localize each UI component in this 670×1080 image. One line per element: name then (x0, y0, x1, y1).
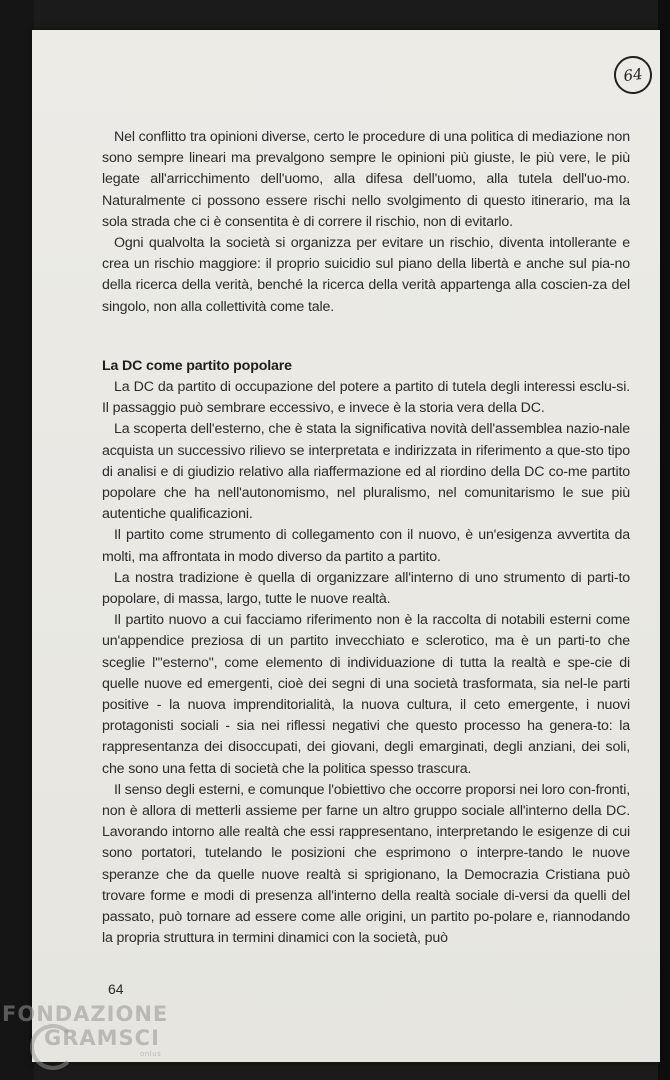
page-footer-number: 64 (108, 981, 124, 997)
paragraph: La scoperta dell'esterno, che è stata la significativa novità dell'assemblea nazio-nale acquista un successivo rilievo se interpretata e indirizzata in riferimento a que-sto tipo di analisi e di giudizio relativo alla riaffermazione ed al riordino della DC co-me partito popolare che ha nell'autonomismo, nel pluralismo, nel comunitarismo le sue più autentiche qualificazioni. (102, 421, 630, 523)
watermark-line3: onlus (140, 1050, 162, 1058)
paragraph: Il senso degli esterni, e comunque l'obiettivo che occorre proporsi nei loro con-fronti, non è allora di metterli assieme per farne un altro gruppo sociale all'interno della DC. Lavorando intorno alle realtà che essi rappresentano, interpretando le esigenze di cui sono portatori, tutelando le posizioni che esprimono o interpre-tando le nuove speranze che da quelle nuove realtà si sprigionano, la Democrazia Cristiana può trovare forme e modi di presenza all'interno della realtà sociale di-versi da quelli del passato, può tornare ad essere come alle origini, un partito po-polare e, riannodando la propria struttura in termini dinamici con la società, può (102, 781, 630, 947)
opening-text (102, 127, 630, 318)
paragraph: Ogni qualvolta la società si organizza per evitare un rischio, diventa intollerante e crea un rischio maggiore: il proprio suicidio sul piano della libertà e anche sul pia-no della ricerca della verità, benché la ricerca della verità appartenga alla coscien-za del singolo, non alla collettività come tale. (102, 235, 630, 315)
watermark-line1: FONDAZIONE (2, 1002, 169, 1026)
section-heading: La DC come partito popolare (102, 358, 292, 374)
paragraph: Il partito come strumento di collegamento con il nuovo, è un'esigenza avvertita da molti, ma affrontata in modo diverso da partito a partito. (102, 527, 630, 565)
document-page (32, 30, 660, 1062)
handwritten-page-number: 64 (612, 54, 655, 97)
paragraph: Nel conflitto tra opinioni diverse, certo le procedure di una politica di mediazione non sono sempre lineari ma prevalgono sempre le opinioni più giuste, le più vere, le più legate all'arricchimento dell'uomo, alla difesa dell'uomo, alla tutela dell'uo-mo. Naturalmente ci possono essere rischi nello svolgimento di questo itinerario, ma la sola strada che ci è consentita è di correre il rischio, non di evitarlo. (102, 129, 630, 230)
paragraph: La DC da partito di occupazione del potere a partito di tutela degli interessi esclu-si. Il passaggio può sembrare eccessivo, e invece è la storia vera della DC. (102, 379, 630, 417)
paragraph: Il partito nuovo a cui facciamo riferimento non è la raccolta di notabili esterni come un'appendice preziosa di un partito invecchiato e sclerotico, ma è un parti-to che sceglie l'"esterno", come elemento di individuazione di tutta la realtà e spe-cie di quelle nuove ed emergenti, cioè dei segni di una società trasformata, sia nel-le parti positive - la nuova imprenditorialità, la nuova cultura, il ceto emergente, i nuovi protagonisti sociali - sia nei riflessi negativi che questo processo ha genera-to: la rappresentanza dei disoccupati, dei giovani, degli emarginati, degli anziani, dei soli, che sono una fetta di società che la politica spesso trascura. (102, 612, 630, 777)
section-dc-partito-popolare (102, 356, 630, 949)
scanner-backdrop-left (0, 0, 34, 1080)
paragraph: La nostra tradizione è quella di organizzare all'interno di uno strumento di parti-to popolare, di massa, largo, tutte le nuove realtà. (102, 569, 630, 608)
watermark-line2: GRAMSCI (44, 1026, 160, 1050)
